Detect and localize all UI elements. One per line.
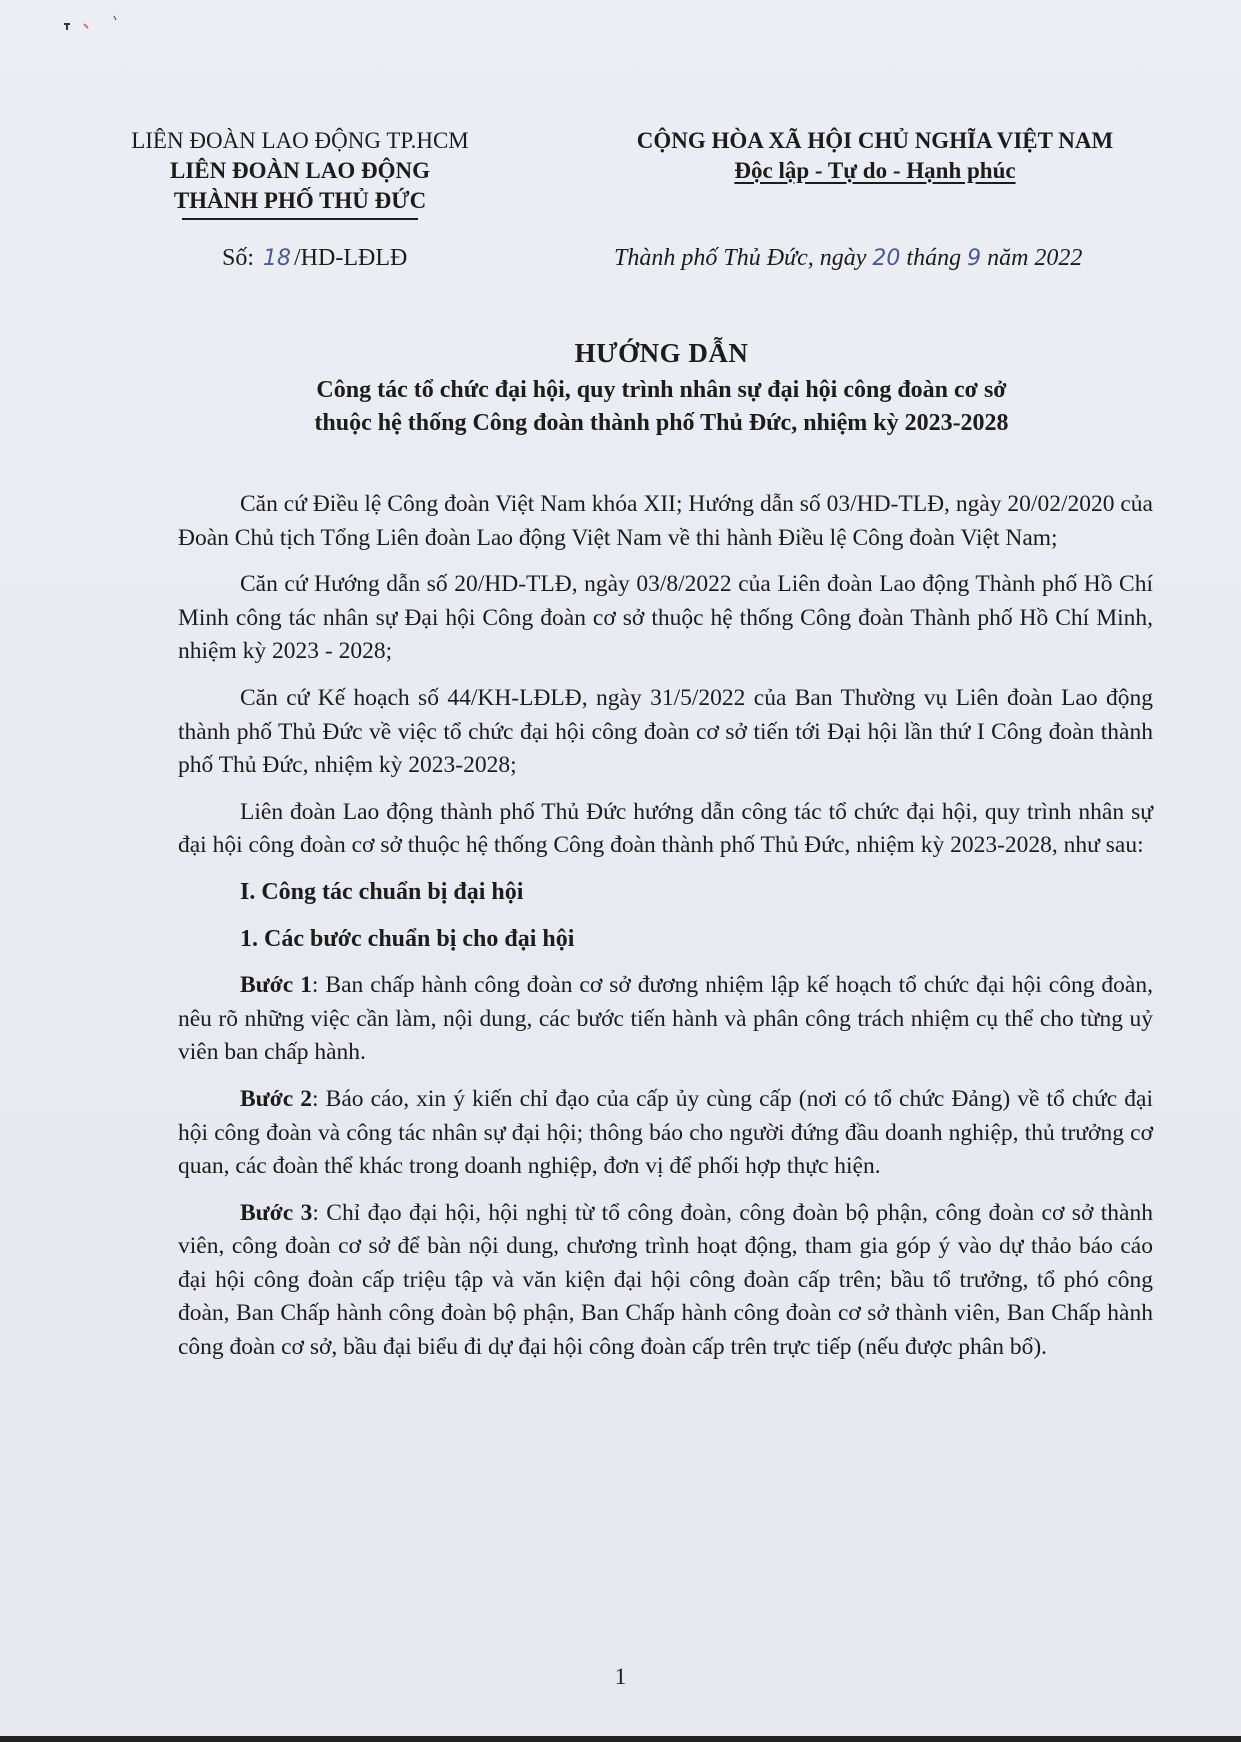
place-date-part1: Thành phố Thủ Đức, ngày [614,245,867,271]
issuing-organization [130,126,470,220]
national-motto: Độc lập - Tự do - Hạnh phúc [734,158,1016,183]
place-and-date [614,245,1082,272]
step-3-paragraph [178,1197,1153,1365]
paragraph-legal-basis-2: Căn cứ Hướng dẫn số 20/HD-TLĐ, ngày 03/8/2022 của Liên đoàn Lao động Thành phố Hồ Chí Minh công tác nhân sự Đại hội Công đoàn cơ sở thuộc hệ thống Công đoàn Thành phố Hồ Chí Minh, nhiệm kỳ 2023 - 2028; [178,571,1153,665]
document-number-prefix: Số: [222,245,255,271]
step-3-label: Bước 3 [240,1199,313,1226]
date-day-handwritten: 20 [872,246,901,271]
paragraph-introduction: Liên đoàn Lao động thành phố Thủ Đức hướng dẫn công tác tổ chức đại hội, quy trình nhân sự đại hội công đoàn cơ sở thuộc hệ thống Công đoàn thành phố Thủ Đức, nhiệm kỳ 2023-2028, như sau: [178,798,1153,859]
document-title [160,336,1163,440]
document-number-suffix: /HD-LĐLĐ [294,245,408,271]
national-title: CỘNG HÒA XÃ HỘI CHỦ NGHĨA VIỆT NAM [636,128,1114,153]
organization-city: THÀNH PHỐ THỦ ĐỨC [173,188,427,213]
national-header [590,126,1160,186]
paragraph-legal-basis-1: Căn cứ Điều lệ Công đoàn Việt Nam khóa XII; Hướng dẫn số 03/HD-TLĐ, ngày 20/02/2020 của Đoàn Chủ tịch Tổng Liên đoàn Lao động Việt Nam về thi hành Điều lệ Công đoàn Việt Nam; [178,491,1153,551]
step-1-paragraph [178,969,1153,1070]
document-body [178,488,1153,1378]
document-number-handwritten: 18 [263,246,292,271]
scan-marks [62,14,122,38]
title-subtitle-line2: thuộc hệ thống Công đoàn thành phố Thủ Đức, nhiệm kỳ 2023-2028 [314,410,1009,436]
step-3-text: : Chỉ đạo đại hội, hội nghị từ tổ công đoàn, công đoàn bộ phận, công đoàn cơ sở thành viên, công đoàn cơ sở để bàn nội dung, chương trình hoạt động, tham gia góp ý vào dự thảo báo cáo đại hội công đoàn cấp triệu tập và văn kiện đại hội công đoàn cấp trên; bầu tổ trưởng, tổ phó công đoàn, Ban Chấp hành công đoàn bộ phận, Ban Chấp hành công đoàn cơ sở thành viên, Ban Chấp hành công đoàn cơ sở, bầu đại biểu đi dự đại hội công đoàn cấp trên trực tiếp (nếu được phân bổ). [178,1199,1153,1361]
step-1-label: Bước 1 [240,972,312,999]
header-divider [182,218,418,220]
subsection-heading: 1. Các bước chuẩn bị cho đại hội [240,925,575,952]
place-date-part2: tháng [906,245,962,271]
paragraph-legal-basis-3: Căn cứ Kế hoạch số 44/KH-LĐLĐ, ngày 31/5/2022 của Ban Thường vụ Liên đoàn Lao động thành phố Thủ Đức về việc tổ chức đại hội công đoàn cơ sở tiến tới Đại hội lần thứ I Công đoàn thành phố Thủ Đức, nhiệm kỳ 2023-2028; [178,684,1153,779]
title-subtitle-line1: Công tác tổ chức đại hội, quy trình nhân sự đại hội công đoàn cơ sở [316,377,1007,403]
document-number [222,245,407,272]
parent-organization: LIÊN ĐOÀN LAO ĐỘNG TP.HCM [131,128,469,153]
step-1-text: : Ban chấp hành công đoàn cơ sở đương nhiệm lập kế hoạch tổ chức đại hội công đoàn, nêu rõ những việc cần làm, nội dung, các bước tiến hành và phân công trách nhiệm cụ thể cho từng uỷ viên ban chấp hành. [178,972,1153,1066]
place-date-part3: năm 2022 [987,245,1083,271]
organization-name: LIÊN ĐOÀN LAO ĐỘNG [169,158,431,183]
step-2-label: Bước 2 [240,1085,313,1112]
title-main: HƯỚNG DẪN [574,338,749,368]
date-month-handwritten: 9 [967,246,982,271]
step-2-text: : Báo cáo, xin ý kiến chỉ đạo của cấp ủy cùng cấp (nơi có tổ chức Đảng) về tổ chức đại hội công đoàn và công tác nhân sự đại hội; thông báo cho người đứng đầu doanh nghiệp, thủ trưởng cơ quan, các đoàn thể khác trong doanh nghiệp, đơn vị để phối hợp thực hiện. [178,1085,1153,1180]
scan-bottom-edge [0,1736,1241,1742]
section-heading: I. Công tác chuẩn bị đại hội [240,878,524,905]
step-2-paragraph [178,1083,1153,1184]
page-number: 1 [614,1664,627,1689]
